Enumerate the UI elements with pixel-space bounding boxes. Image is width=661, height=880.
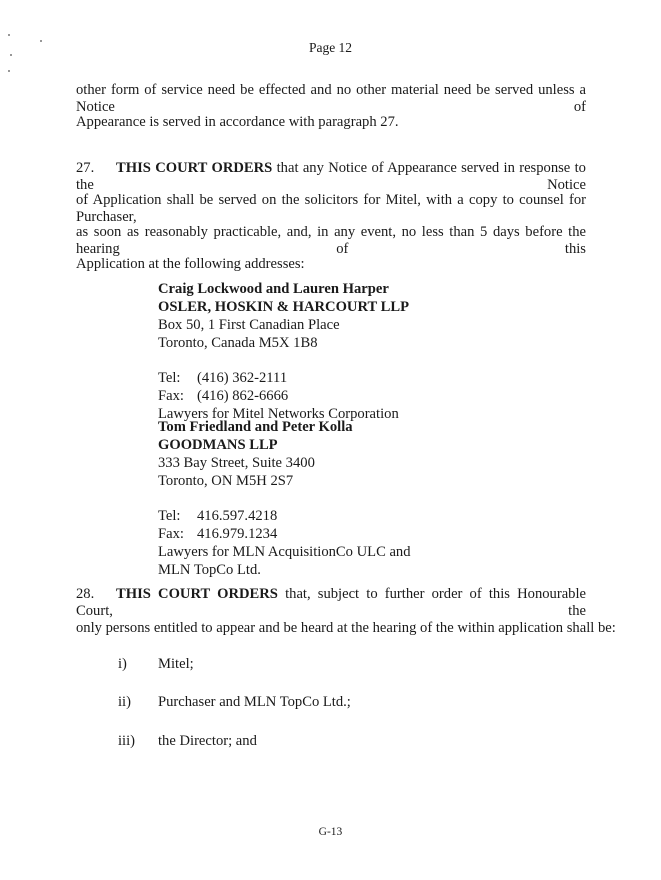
scan-speck [8,34,10,36]
list-item [118,733,257,750]
scan-speck [8,70,10,72]
telephone-line: Tel: (416) 362-2111 [158,370,288,386]
counsel-names: Craig Lockwood and Lauren Harper [158,281,389,297]
address-block-osler [158,280,409,423]
page-number-header: Page 12 [308,40,353,55]
list-item [118,656,194,673]
para27-lead: THIS COURT ORDERS [116,160,273,176]
fax-line: Fax: (416) 862-6666 [158,388,289,404]
counsel-names: Tom Friedland and Peter Kolla [158,419,353,435]
telephone-number: 416.597.4218 [197,508,278,524]
list-item-label: iii) [118,733,136,749]
para28-line-1 [76,586,586,620]
para27-line-4: Application at the following addresses: [76,256,305,272]
para28-number: 28. [76,586,95,602]
list-item-text: Purchaser and MLN TopCo Ltd.; [158,694,351,710]
fax-number: (416) 862-6666 [197,388,289,404]
para27-line1-rest: that any Notice of Appearance served in response to the Notice [76,160,586,193]
telephone-line: Tel: 416.597.4218 [158,508,278,524]
para27-line-1 [76,160,586,194]
list-item-label: ii) [118,694,131,710]
list-item-text: Mitel; [158,656,194,672]
list-item-label: i) [118,656,127,672]
para27-line-2: of Application shall be served on the solicitors for Mitel, with a copy to counsel for Purchaser, [76,192,586,225]
fax-number: 416.979.1234 [197,526,278,542]
address-block-goodmans [158,418,411,579]
address-line-2: Toronto, Canada M5X 1B8 [158,335,318,351]
continuation-line-1: other form of service need be effected and no other material need be served unless a Notice of [76,82,586,115]
counsel-role: Lawyers for Mitel Networks Corporation [158,406,399,422]
para28-line1-rest: that, subject to further order of this Honourable Court, the [76,586,586,619]
firm-name: OSLER, HOSKIN & HARCOURT LLP [158,299,410,315]
firm-name: GOODMANS LLP [158,437,278,453]
telephone-number: (416) 362-2111 [197,370,288,386]
address-line-2: Toronto, ON M5H 2S7 [158,473,294,489]
para28-lead: THIS COURT ORDERS [116,586,278,602]
address-line-1: Box 50, 1 First Canadian Place [158,317,340,333]
fax-line: Fax: 416.979.1234 [158,526,278,542]
para27-number: 27. [76,160,95,176]
address-line-1: 333 Bay Street, Suite 3400 [158,455,315,471]
counsel-role: Lawyers for MLN AcquisitionCo ULC and [158,544,411,560]
para27-line-3: as soon as reasonably practicable, and, in any event, no less than 5 days before the hearing of this [76,224,586,257]
continuation-line-2: Appearance is served in accordance with paragraph 27. [76,114,399,130]
counsel-role-cont: MLN TopCo Ltd. [158,562,261,578]
page-code-footer: G-13 [318,826,343,838]
list-item [118,694,351,711]
list-item-text: the Director; and [158,733,257,749]
para28-line-2: only persons entitled to appear and be heard at the hearing of the within application shall be: [76,620,616,636]
